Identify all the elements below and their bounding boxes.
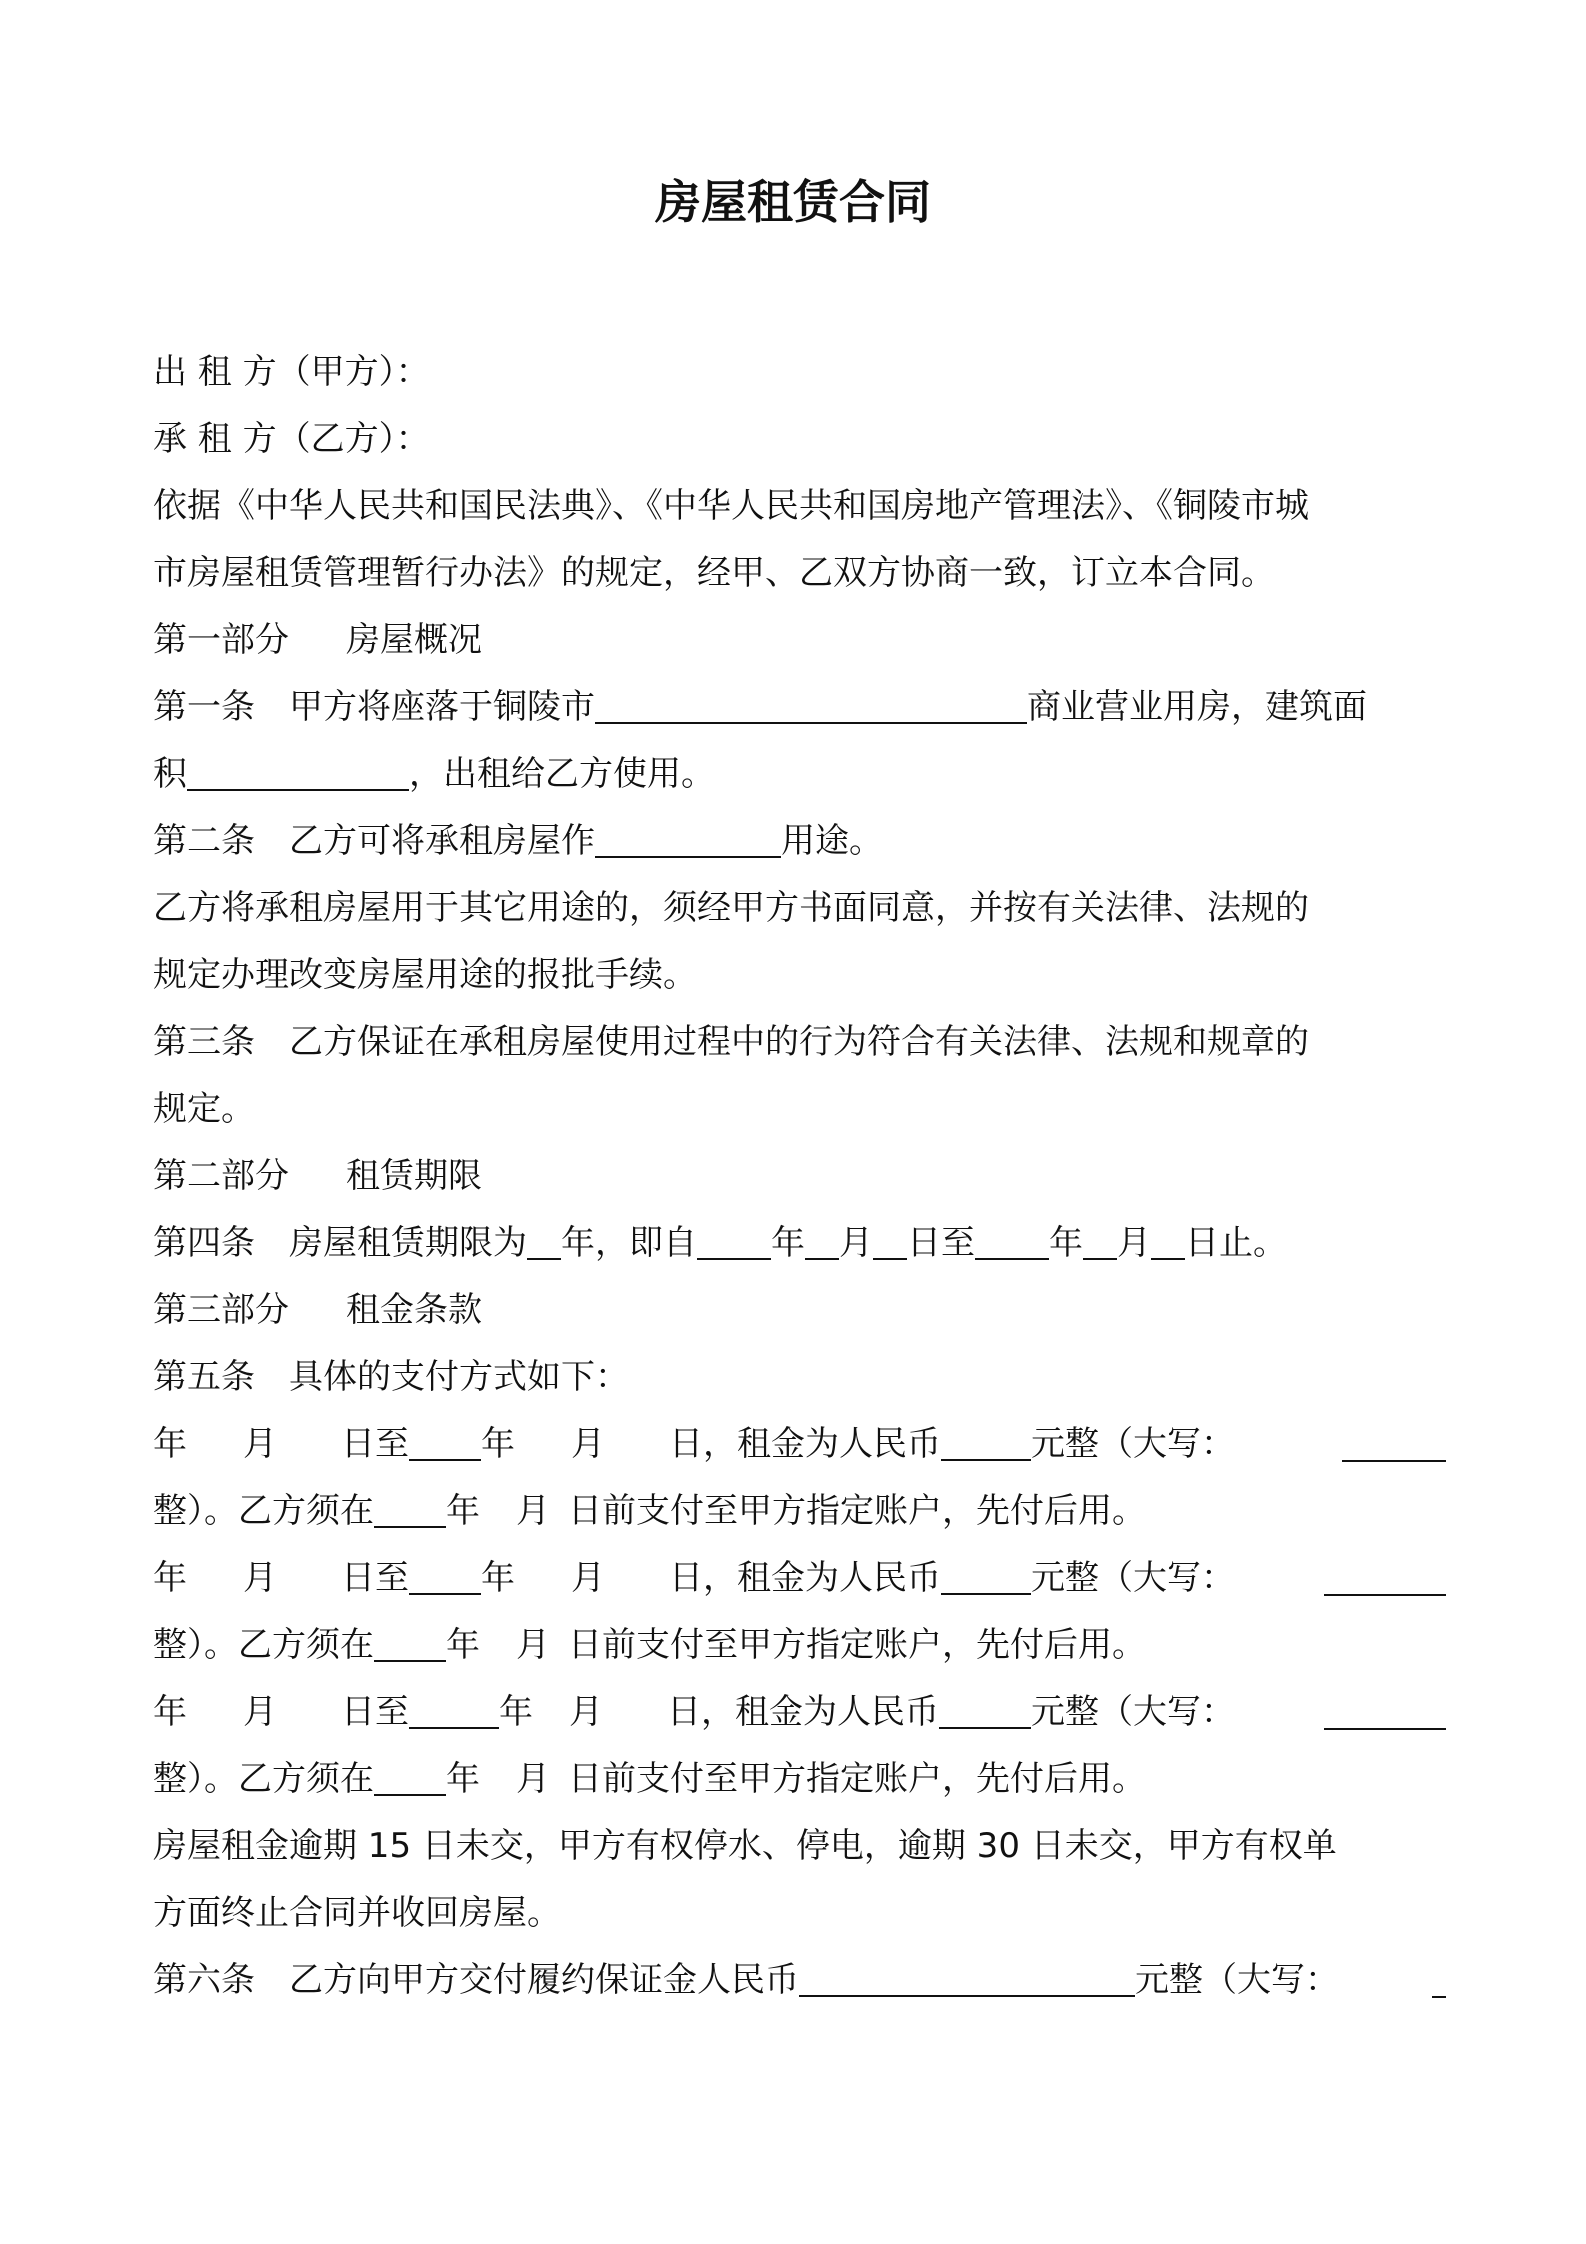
deposit-amount-words-blank[interactable] xyxy=(1432,1952,1446,1998)
p2-pay-month-label: 月 xyxy=(516,1625,550,1665)
article-3-line-1 xyxy=(153,1014,1309,1070)
payment-3-line-1 xyxy=(153,1684,1235,1740)
p2-pay-year-blank[interactable] xyxy=(374,1618,446,1662)
part-1-heading xyxy=(153,612,482,668)
article-2-text-end: 用途。 xyxy=(781,821,883,861)
article-2-line-3: 规定办理改变房屋用途的报批手续。 xyxy=(153,955,697,995)
article-2-line-2: 乙方将承租房屋用于其它用途的，须经甲方书面同意，并按有关法律、法规的 xyxy=(153,888,1309,928)
lessee-line: 承 租 方（乙方）： xyxy=(153,419,430,459)
payment-2-line-2 xyxy=(153,1617,1146,1673)
article-1-text: 甲方将座落于铜陵市 xyxy=(289,687,595,727)
article-2-number: 第二条 xyxy=(153,821,255,861)
article-3-number: 第三条 xyxy=(153,1022,255,1062)
article-5-number: 第五条 xyxy=(153,1357,255,1397)
p3-from-year-label: 年 xyxy=(153,1692,187,1732)
end-month-label: 月 xyxy=(1117,1223,1151,1263)
p2-to-month-label: 月 xyxy=(571,1558,605,1598)
article-4-line xyxy=(153,1215,1287,1271)
article-4-from: ，即自 xyxy=(595,1223,697,1263)
end-year-label: 年 xyxy=(1049,1223,1083,1263)
part-2-title: 租赁期限 xyxy=(346,1156,482,1196)
p3-to-year-blank[interactable] xyxy=(409,1685,499,1729)
usage-blank[interactable] xyxy=(595,814,781,858)
p2-to-year-blank[interactable] xyxy=(409,1551,481,1595)
part-2-heading xyxy=(153,1148,482,1204)
p2-from-day-label: 日至 xyxy=(341,1558,409,1598)
start-day-label: 日至 xyxy=(907,1223,975,1263)
p3-rent-amount-blank[interactable] xyxy=(939,1685,1031,1729)
part-3-number: 第三部分 xyxy=(153,1290,289,1330)
end-day-blank[interactable] xyxy=(1151,1216,1185,1260)
location-blank[interactable] xyxy=(595,680,1027,724)
p1-from-day-label: 日至 xyxy=(341,1424,409,1464)
p3-pay-month-label: 月 xyxy=(516,1759,550,1799)
article-6-text: 乙方向甲方交付履约保证金人民币 xyxy=(289,1960,799,2000)
start-month-blank[interactable] xyxy=(805,1216,839,1260)
p2-from-year-label: 年 xyxy=(153,1558,187,1598)
p3-pay-text-end: 日前支付至甲方指定账户，先付后用。 xyxy=(568,1759,1146,1799)
payment-2-line-1 xyxy=(153,1550,1235,1606)
article-6-number: 第六条 xyxy=(153,1960,255,2000)
term-years-blank[interactable] xyxy=(527,1216,561,1260)
start-day-blank[interactable] xyxy=(873,1216,907,1260)
p3-rent-text: 日，租金为人民币 xyxy=(667,1692,939,1732)
article-5-text: 具体的支付方式如下： xyxy=(289,1357,629,1397)
article-6-line xyxy=(153,1952,1339,2008)
p1-pay-year-blank[interactable] xyxy=(374,1484,446,1528)
p1-rent-amount-blank[interactable] xyxy=(941,1417,1031,1461)
p2-pay-year-label: 年 xyxy=(446,1625,480,1665)
article-1-line-2 xyxy=(153,746,715,802)
article-1-text-cont: 商业营业用房，建筑面 xyxy=(1027,687,1367,727)
p3-to-month-label: 月 xyxy=(569,1692,603,1732)
p2-from-month-label: 月 xyxy=(243,1558,277,1598)
p2-to-year-label: 年 xyxy=(481,1558,515,1598)
preamble-line-1: 依据《中华人民共和国民法典》、《中华人民共和国房地产管理法》、《铜陵市城 xyxy=(153,486,1309,526)
p1-pay-month-label: 月 xyxy=(516,1491,550,1531)
end-year-blank[interactable] xyxy=(975,1216,1049,1260)
part-1-title: 房屋概况 xyxy=(346,620,482,660)
article-3-text: 乙方保证在承租房屋使用过程中的行为符合有关法律、法规和规章的 xyxy=(289,1022,1309,1062)
p1-pay-text: 整）。乙方须在 xyxy=(153,1491,374,1531)
p3-pay-text: 整）。乙方须在 xyxy=(153,1759,374,1799)
start-year-label: 年 xyxy=(771,1223,805,1263)
overdue-line-2: 方面终止合同并收回房屋。 xyxy=(153,1893,561,1933)
end-day-label: 日止。 xyxy=(1185,1223,1287,1263)
article-4-text: 房屋租赁期限为 xyxy=(289,1223,527,1263)
p2-amount-words-blank[interactable] xyxy=(1324,1550,1446,1596)
p2-pay-text-end: 日前支付至甲方指定账户，先付后用。 xyxy=(568,1625,1146,1665)
overdue-line-1: 房屋租金逾期 15 日未交，甲方有权停水、停电，逾期 30 日未交，甲方有权单 xyxy=(153,1826,1337,1866)
article-4-year-unit: 年 xyxy=(561,1223,595,1263)
article-3-line-2: 规定。 xyxy=(153,1089,255,1129)
article-1-text-area: 积 xyxy=(153,754,187,794)
p1-amount-words-blank[interactable] xyxy=(1342,1416,1446,1462)
start-month-label: 月 xyxy=(839,1223,873,1263)
p1-amount-words-label: 元整（大写： xyxy=(1031,1424,1235,1464)
area-blank[interactable] xyxy=(187,747,409,791)
p3-pay-year-label: 年 xyxy=(446,1759,480,1799)
article-4-number: 第四条 xyxy=(153,1223,255,1263)
lessor-line: 出 租 方（甲方）： xyxy=(153,352,430,392)
start-year-blank[interactable] xyxy=(697,1216,771,1260)
p1-to-year-label: 年 xyxy=(481,1424,515,1464)
p3-to-year-label: 年 xyxy=(499,1692,533,1732)
p2-pay-text: 整）。乙方须在 xyxy=(153,1625,374,1665)
preamble-line-2: 市房屋租赁管理暂行办法》的规定，经甲、乙双方协商一致，订立本合同。 xyxy=(153,553,1275,593)
payment-1-line-1 xyxy=(153,1416,1235,1472)
p3-amount-words-label: 元整（大写： xyxy=(1031,1692,1235,1732)
p2-rent-amount-blank[interactable] xyxy=(941,1551,1031,1595)
p3-pay-year-blank[interactable] xyxy=(374,1752,446,1796)
article-1-text-end: ，出租给乙方使用。 xyxy=(409,754,715,794)
part-3-heading xyxy=(153,1282,482,1338)
article-5-heading xyxy=(153,1349,629,1405)
p1-rent-text: 日，租金为人民币 xyxy=(669,1424,941,1464)
payment-3-line-2 xyxy=(153,1751,1146,1807)
p3-from-month-label: 月 xyxy=(243,1692,277,1732)
p3-from-day-label: 日至 xyxy=(341,1692,409,1732)
part-1-number: 第一部分 xyxy=(153,620,289,660)
p1-from-month-label: 月 xyxy=(243,1424,277,1464)
p2-amount-words-label: 元整（大写： xyxy=(1031,1558,1235,1598)
article-6-amount-words-label: 元整（大写： xyxy=(1135,1960,1339,2000)
p2-rent-text: 日，租金为人民币 xyxy=(669,1558,941,1598)
p1-pay-text-end: 日前支付至甲方指定账户，先付后用。 xyxy=(568,1491,1146,1531)
article-1-number: 第一条 xyxy=(153,687,255,727)
part-2-number: 第二部分 xyxy=(153,1156,289,1196)
deposit-amount-blank[interactable] xyxy=(799,1953,1135,1997)
p1-to-year-blank[interactable] xyxy=(409,1417,481,1461)
payment-1-line-2 xyxy=(153,1483,1146,1539)
document-title: 房屋租赁合同 xyxy=(655,175,931,229)
p1-pay-year-label: 年 xyxy=(446,1491,480,1531)
part-3-title: 租金条款 xyxy=(346,1290,482,1330)
p1-to-month-label: 月 xyxy=(571,1424,605,1464)
article-2-line-1 xyxy=(153,813,883,869)
article-2-text: 乙方可将承租房屋作 xyxy=(289,821,595,861)
article-1-line-1 xyxy=(153,679,1367,735)
p1-from-year-label: 年 xyxy=(153,1424,187,1464)
p3-amount-words-blank[interactable] xyxy=(1324,1684,1446,1730)
end-month-blank[interactable] xyxy=(1083,1216,1117,1260)
